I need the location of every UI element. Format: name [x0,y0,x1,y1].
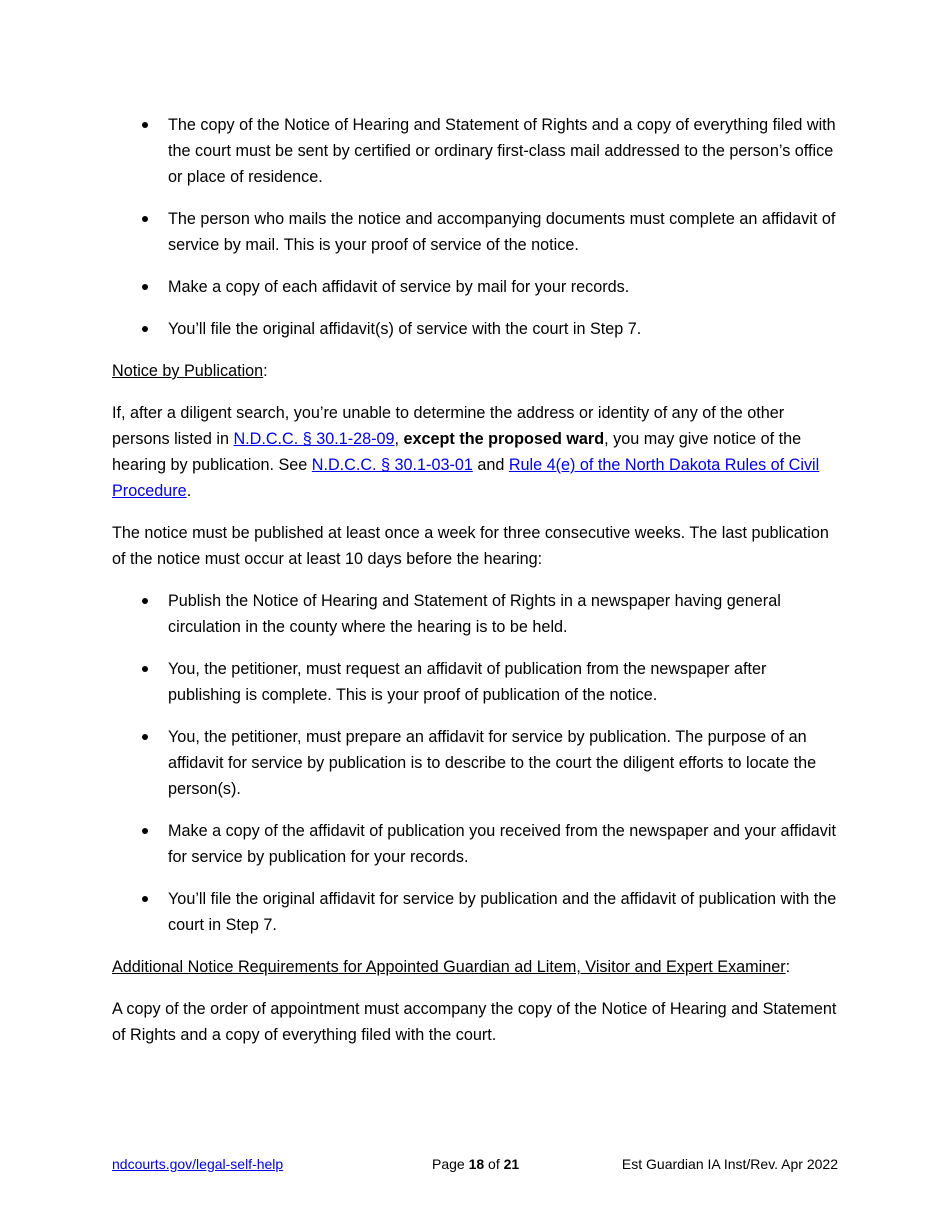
mail-service-list [112,112,842,342]
publication-heading: Notice by Publication: [112,362,268,380]
list-item: Make a copy of the affidavit of publication you received from the newspaper and your affidavit for service by publication for your records. [112,818,842,870]
list-item: You, the petitioner, must request an affidavit of publication from the newspaper after publishing is complete. This is your proof of publication of the notice. [112,656,842,708]
publication-timing-paragraph: The notice must be published at least once a week for three consecutive weeks. The last publication of the notice must occur at least 10 days before the hearing: [112,524,829,568]
self-help-link[interactable]: ndcourts.gov/legal-self-help [112,1156,284,1172]
list-item: You, the petitioner, must prepare an affidavit for service by publication. The purpose of an affidavit for service by publication is to describe to the court the diligent efforts to locate the person(s). [112,724,842,802]
list-item: You’ll file the original affidavit for service by publication and the affidavit of publication with the court in Step 7. [112,886,842,938]
page-indicator: Page 18 of 21 [432,1156,520,1172]
publication-steps-list [112,588,842,938]
list-item: The copy of the Notice of Hearing and Statement of Rights and a copy of everything filed with the court must be sent by certified or ordinary first-class mail addressed to the person’s office or place of residence. [112,112,842,190]
ndcc-30-1-03-01-link[interactable]: N.D.C.C. § 30.1-03-01 [311,456,473,474]
additional-notice-paragraph: A copy of the order of appointment must accompany the copy of the Notice of Hearing and Statement of Rights and a copy of everything filed with the court. [112,1000,837,1044]
total-pages: 21 [503,1156,520,1172]
list-item: The person who mails the notice and accompanying documents must complete an affidavit of service by mail. This is your proof of service of the notice. [112,206,842,258]
page-number: 18 [468,1156,485,1172]
ndcc-30-1-28-09-link[interactable]: N.D.C.C. § 30.1-28-09 [233,430,395,448]
rule-4e-link[interactable]: Rule 4(e) of the North Dakota Rules of Civil Procedure [112,456,820,500]
form-identifier: Est Guardian IA Inst/Rev. Apr 2022 [621,1156,838,1172]
page-content [112,112,842,1064]
publication-intro-paragraph: If, after a diligent search, you’re unable to determine the address or identity of any of the other persons listed in N.D.C.C. § 30.1-28-09, except the proposed ward, you may give notice of the hearing by publication. See N.D.C.C. § 30.1-03-01 and Rule 4(e) of the North Dakota Rules of Civil Procedure. [112,404,820,500]
list-item: Make a copy of each affidavit of service by mail for your records. [112,274,842,300]
list-item: You’ll file the original affidavit(s) of service with the court in Step 7. [112,316,842,342]
page-footer [112,1154,842,1174]
additional-notice-heading: Additional Notice Requirements for Appointed Guardian ad Litem, Visitor and Expert Examiner: [112,958,791,976]
list-item: Publish the Notice of Hearing and Statement of Rights in a newspaper having general circulation in the county where the hearing is to be held. [112,588,842,640]
proposed-ward-emphasis: except the proposed ward [403,430,605,448]
